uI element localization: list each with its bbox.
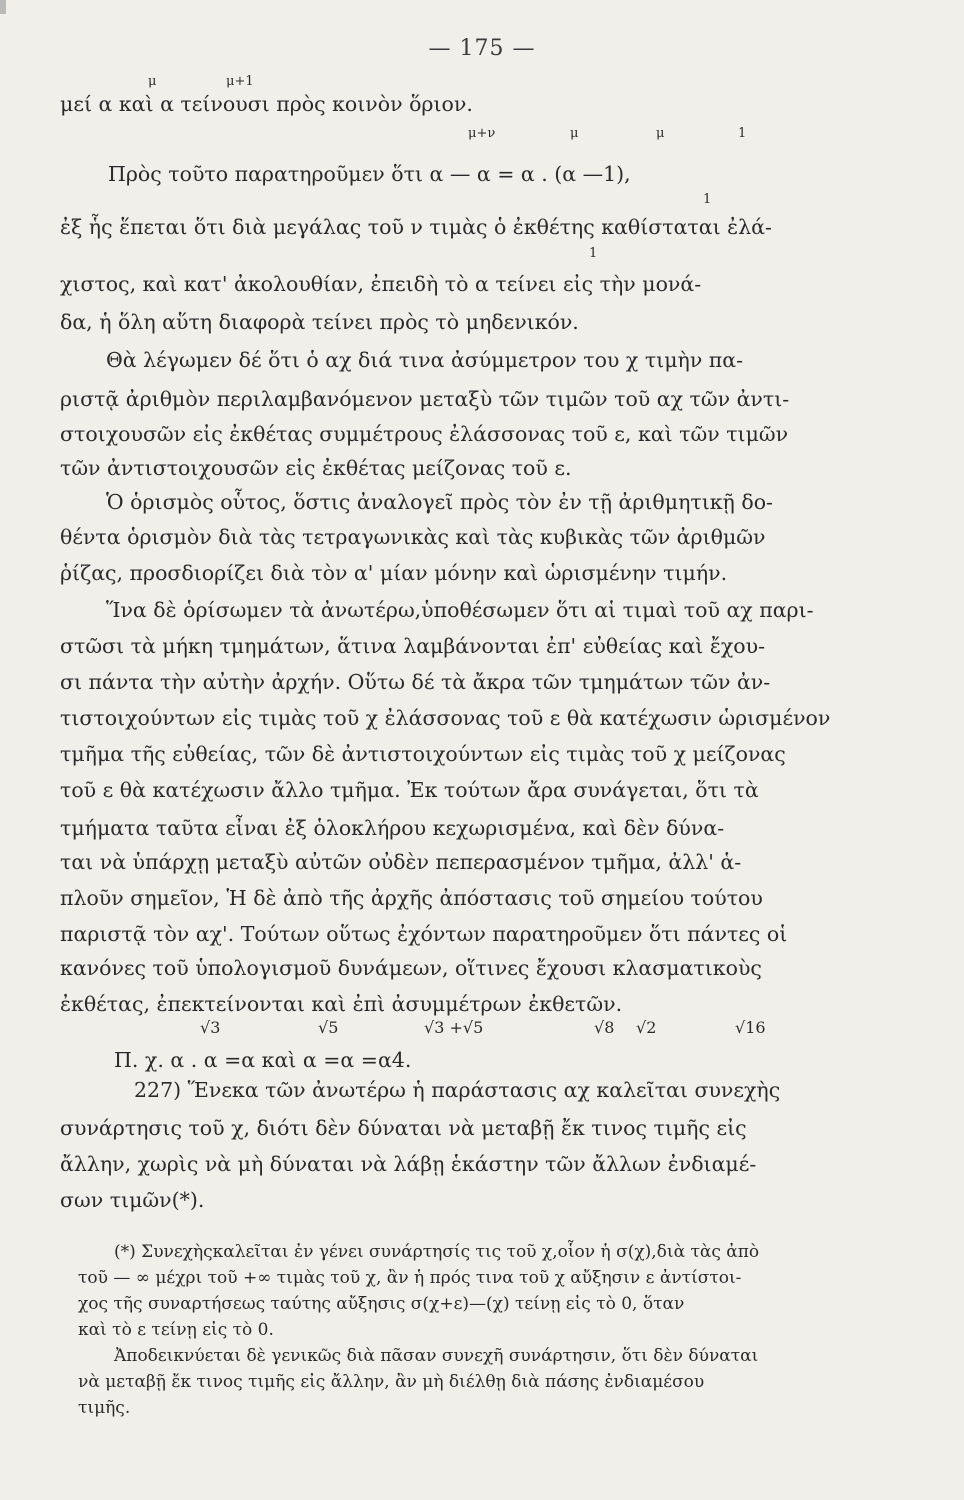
text-line: ἐκθέτας, ἐπεκτείνονται καὶ ἐπὶ ἀσυμμέτρων ἐκθετῶν. xyxy=(60,992,623,1016)
exponent-numerator: 1 xyxy=(738,126,747,141)
exponent-numerator: μ xyxy=(148,74,157,89)
text-line: στῶσι τὰ μήκη τμημάτων, ἅτινα λαμβάνονται ἐπ' εὐθείας καὶ ἔχου- xyxy=(60,634,765,658)
footnote-line: (*) Συνεχὴςκαλεῖται ἐν γένει συνάρτησίς τις τοῦ χ,οἷον ἡ σ(χ),διὰ τὰς ἀπὸ xyxy=(114,1242,760,1262)
text-line: τιστοιχούντων εἰς τιμὰς τοῦ χ ἐλάσσονας τοῦ ε θὰ κατέχωσιν ὡρισμένον xyxy=(60,706,831,730)
footnote-line: τιμῆς. xyxy=(78,1398,131,1418)
radical-exponent: √2 xyxy=(636,1018,657,1037)
text-line: σι πάντα τὴν αὐτὴν ἀρχήν. Οὕτω δέ τὰ ἄκρα τῶν τμημάτων τῶν ἀν- xyxy=(60,670,771,694)
exponent-numerator: μ+1 xyxy=(226,74,254,89)
footnote-line: νὰ μεταβῇ ἔκ τινος τιμῆς εἰς ἄλλην, ἂν μὴ διέλθῃ διὰ πάσης ἐνδιαμέσου xyxy=(78,1372,705,1392)
radical-exponent: √5 xyxy=(318,1018,339,1037)
text-line: ἄλλην, χωρὶς νὰ μὴ δύναται νὰ λάβῃ ἑκάστην τῶν ἄλλων ἐνδιαμέ- xyxy=(60,1152,757,1176)
footnote-line: χος τῆς συναρτήσεως ταύτης αὔξησις σ(χ+ε)—(χ) τείνῃ εἰς τὸ 0, ὅταν xyxy=(78,1294,685,1314)
text-line: χιστος, καὶ κατ' ἀκολουθίαν, ἐπειδὴ τὸ α τείνει εἰς τὴν μονά- xyxy=(60,272,702,296)
text-line: τῶν ἀντιστοιχουσῶν εἰς ἐκθέτας μείζονας τοῦ ε. xyxy=(60,456,572,480)
text-line: κανόνες τοῦ ὑπολογισμοῦ δυνάμεων, οἵτινες ἔχουσι κλασματικοὺς xyxy=(60,956,762,980)
text-line: τμῆμα τῆς εὐθείας, τῶν δὲ ἀντιστοιχούντων εἰς τιμὰς τοῦ χ μείζονας xyxy=(60,742,786,766)
text-line: δα, ἡ ὅλη αὕτη διαφορὰ τείνει πρὸς τὸ μηδενικόν. xyxy=(60,310,579,334)
footnote-line: καὶ τὸ ε τείνῃ εἰς τὸ 0. xyxy=(78,1320,274,1340)
radical-exponent: √8 xyxy=(594,1018,615,1037)
exponent-numerator: 1 xyxy=(589,246,598,261)
text-line: πλοῦν σημεῖον, Ἡ δὲ ἀπὸ τῆς ἀρχῆς ἀπόστασις τοῦ σημείου τούτου xyxy=(60,886,763,910)
text-line: τμήματα ταῦτα εἶναι ἐξ ὁλοκλήρου κεχωρισμένα, καὶ δὲν δύνα- xyxy=(60,816,725,840)
text-line: ται νὰ ὑπάρχῃ μεταξὺ αὐτῶν οὐδὲν πεπερασμένον τμῆμα, ἀλλ' ἁ- xyxy=(60,850,742,874)
radical-exponent: √16 xyxy=(735,1018,766,1037)
page-number: — 175 — xyxy=(428,36,536,61)
text-line: ριστᾷ ἀριθμὸν περιλαμβανόμενον μεταξὺ τῶν τιμῶν τοῦ αχ τῶν ἀντι- xyxy=(60,387,790,411)
exponent-numerator: μ xyxy=(570,126,579,141)
text-line: Ὁ ὁρισμὸς οὗτος, ὅστις ἀναλογεῖ πρὸς τὸν ἐν τῇ ἀριθμητικῇ δο- xyxy=(106,490,773,514)
radical-exponent: √3 xyxy=(200,1018,221,1037)
text-line: παριστᾷ τὸν αχ'. Τούτων οὕτως ἐχόντων παρατηροῦμεν ὅτι πάντες οἱ xyxy=(60,922,788,946)
text-line: 227) Ἕνεκα τῶν ἀνωτέρω ἡ παράστασις αχ καλεῖται συνεχὴς xyxy=(134,1078,781,1102)
text-line: θέντα ὁρισμὸν διὰ τὰς τετραγωνικὰς καὶ τὰς κυβικὰς τῶν ἀριθμῶν xyxy=(60,525,766,549)
text-line: στοιχουσῶν εἰς ἐκθέτας συμμέτρους ἐλάσσονας τοῦ ε, καὶ τῶν τιμῶν xyxy=(60,422,789,446)
text-line: σων τιμῶν(*). xyxy=(60,1188,205,1212)
exponent-numerator: μ xyxy=(656,126,665,141)
exponent-numerator: 1 xyxy=(703,192,712,207)
text-line: ῥίζας, προσδιορίζει διὰ τὸν α' μίαν μόνην καὶ ὡρισμένην τιμήν. xyxy=(60,561,728,585)
text-line: τοῦ ε θὰ κατέχωσιν ἄλλο τμῆμα. Ἐκ τούτων ἄρα συνάγεται, ὅτι τὰ xyxy=(60,778,759,802)
footnote-line: τοῦ — ∞ μέχρι τοῦ +∞ τιμὰς τοῦ χ, ἂν ἡ πρός τινα τοῦ χ αὔξησιν ε ἀντίστοι- xyxy=(78,1268,742,1288)
footnote-line: Ἀποδεικνύεται δὲ γενικῶς διὰ πᾶσαν συνεχῆ συνάρτησιν, ὅτι δὲν δύναται xyxy=(114,1346,759,1366)
radical-exponent: √3 +√5 xyxy=(424,1018,484,1037)
text-line: συνάρτησις τοῦ χ, διότι δὲν δύναται νὰ μεταβῇ ἔκ τινος τιμῆς εἰς xyxy=(60,1116,747,1140)
text-line: Ἵνα δὲ ὁρίσωμεν τὰ ἀνωτέρω,ὑποθέσωμεν ὅτι αἱ τιμαὶ τοῦ αχ παρι- xyxy=(106,598,814,622)
exponent-numerator: μ+ν xyxy=(468,126,496,141)
text-line: Θὰ λέγωμεν δέ ὅτι ὁ αχ διά τινα ἀσύμμετρον του χ τιμὴν πα- xyxy=(106,348,744,372)
text-line: Π. χ. α . α =α καὶ α =α =α4. xyxy=(114,1048,412,1072)
text-line: μεί α καὶ α τείνουσι πρὸς κοινὸν ὅριον. xyxy=(60,92,473,116)
text-line: ἐξ ἧς ἕπεται ὅτι διὰ μεγάλας τοῦ ν τιμὰς ὁ ἐκθέτης καθίσταται ἐλά- xyxy=(60,215,772,239)
text-line: Πρὸς τοῦτο παρατηροῦμεν ὅτι α — α = α . (α —1), xyxy=(108,162,631,186)
